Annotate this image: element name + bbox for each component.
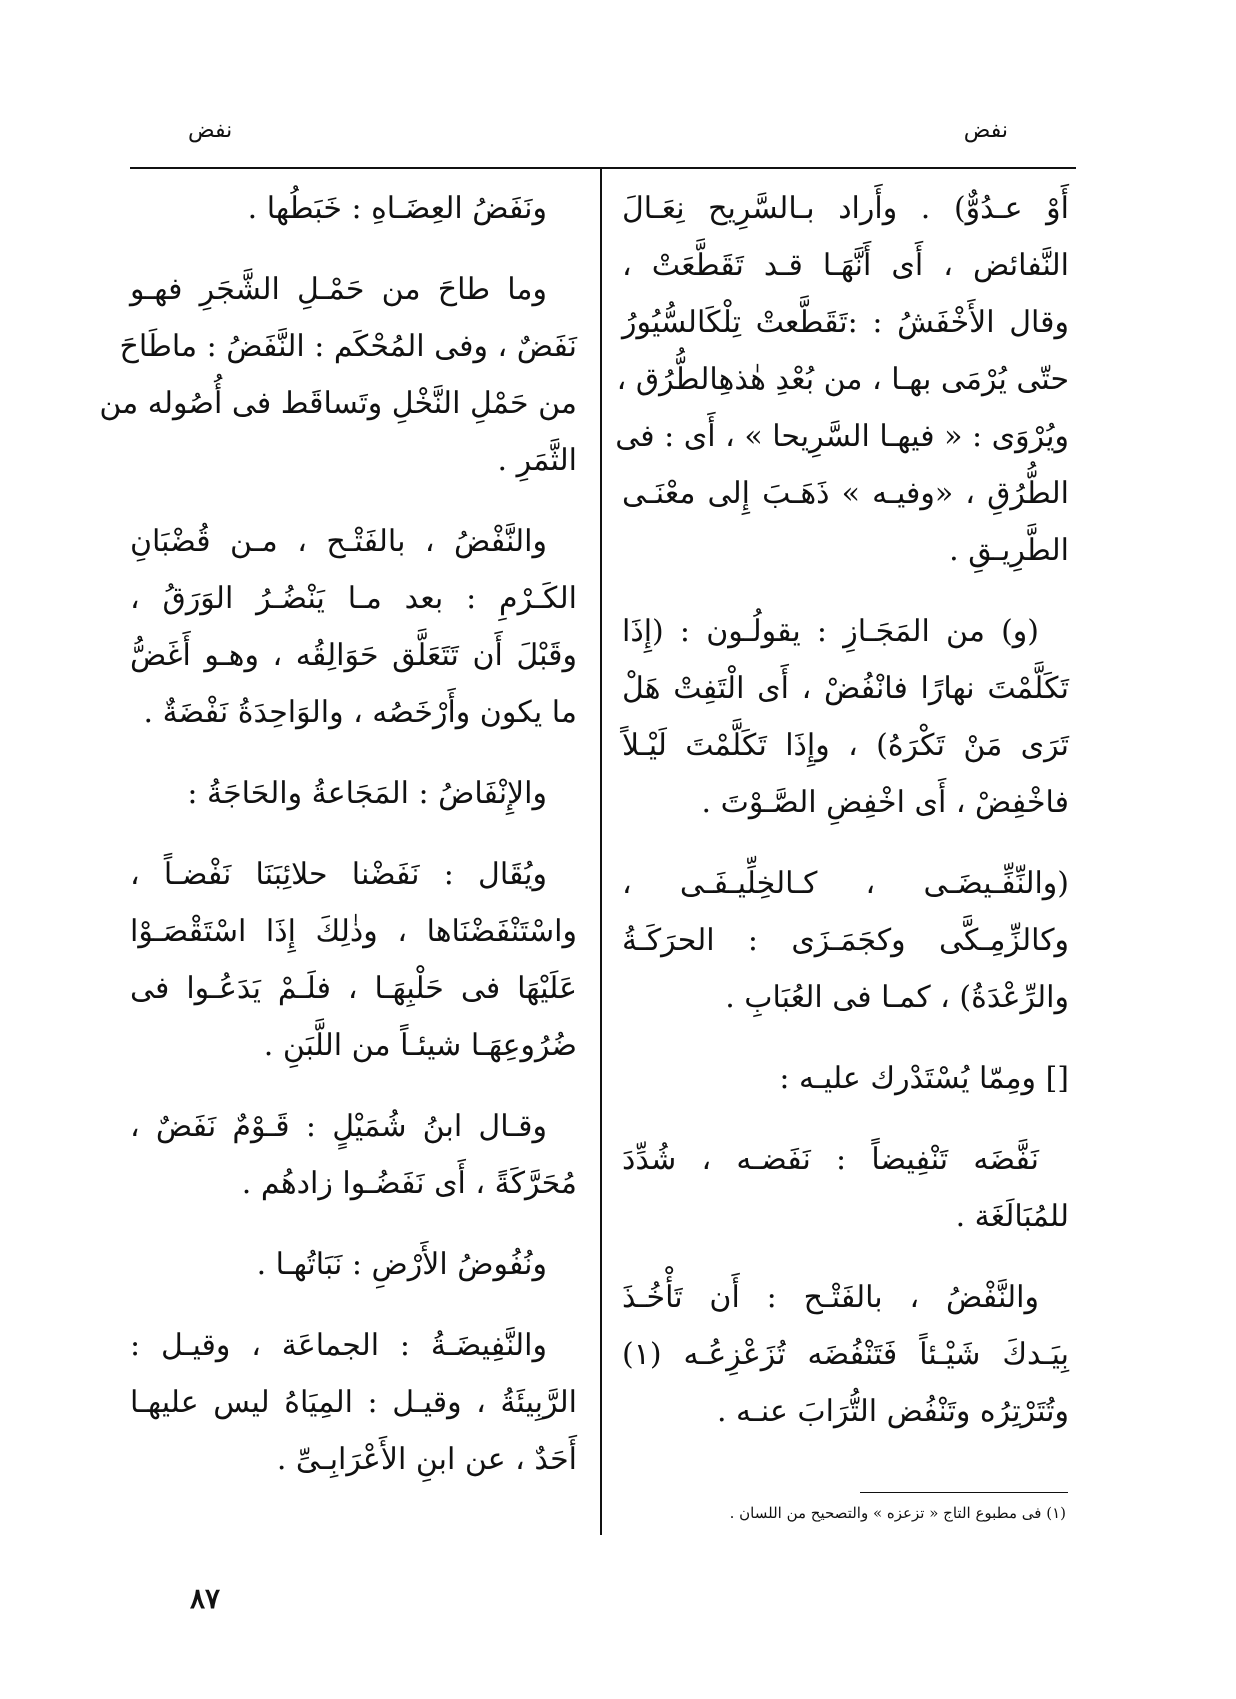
text-line: نَفَّضَه تَنْفِيضاً : نَفَضـه ، شُدِّدَ: [622, 1142, 1039, 1177]
text-line: (والنِّفِّـيضَـى ، كـالخِلِّيـفَـى ،: [622, 866, 1069, 901]
text-line: أَوْ عـدُوٌّ) . وأَراد بـالسَّرِيح نِعَـالَ: [622, 191, 1069, 226]
paragraph: [622, 1050, 1069, 1107]
text-line: الرَّبِيئَةُ ، وقيـل : المِيَاهُ ليس عليهـا: [130, 1385, 577, 1420]
text-line: ضُرُوعِهَـا شيئـاً من اللَّبَنِ .: [263, 1028, 577, 1063]
paragraph: [622, 1269, 1069, 1440]
footnote-rule: [860, 1492, 1068, 1493]
header-word-right: نفض: [963, 118, 1008, 143]
paragraph: [130, 1236, 577, 1293]
page-number: ٨٧: [190, 1582, 221, 1615]
paragraph: [622, 1131, 1069, 1245]
paragraph: [130, 846, 577, 1074]
text-line: الثَّمَرِ .: [497, 443, 577, 478]
text-line: ونَفَضُ العِضَـاهِ : خَبَطُها .: [247, 191, 547, 226]
paragraph: [615, 180, 1069, 579]
paragraph: [130, 1098, 577, 1212]
text-line: نَفَضٌ ، وفى المُحْكَم : النَّفَضُ : ماطَاحَ: [119, 329, 577, 364]
paragraph: [622, 855, 1069, 1026]
text-line: وتُتَرْتِرُه وتَنْفُض التُّرَابَ عنـه .: [716, 1394, 1069, 1429]
text-line: حتّى يُرْمَى بهـا ، من بُعْدِ هٰذهِالطُّرُق ،: [616, 362, 1069, 397]
text-line: وقَبْلَ أَن تَتَعَلَّق حَوَالِقُه ، وهـو أَغَضُّ: [130, 638, 577, 673]
paragraph: [130, 180, 577, 237]
text-line: ويُقَال : نَفَضْنا حلائِبَنَا نَفْضـاً ،: [130, 857, 547, 892]
text-line: أَحَدٌ ، عن ابنِ الأَعْرَابِـىِّ .: [276, 1442, 577, 1477]
text-line: ويُرْوَى : « فيهـا السَّرِيحا » ، أَى : فى: [615, 419, 1069, 454]
text-line: مُحَرَّكَةً ، أَى نَفَضُـوا زادهُم .: [241, 1166, 577, 1201]
text-line: من حَمْلِ النَّخْلِ وتَساقَط فى أُصُوله من: [99, 386, 577, 421]
paragraph: [130, 765, 577, 822]
right-column: [615, 180, 1069, 1464]
text-line: تَرَى مَنْ تَكْرَهُ) ، وإِذَا تَكَلَّمْتَ لَيْـلاً: [622, 728, 1069, 763]
text-line: والرِّعْدَةُ) ، كمـا فى العُبَابِ .: [725, 980, 1069, 1015]
text-line: الطُّرُقِ ، «وفيـه » ذَهَـبَ إِلى معْنَـى: [622, 476, 1069, 511]
text-line: الكَـرْمِ : بعد مـا يَنْضُـرُ الوَرَقُ ،: [130, 581, 577, 616]
text-line: للمُبَالَغَة .: [955, 1199, 1069, 1234]
paragraph: [130, 513, 577, 741]
text-line: ما يكون وأَرْخَصُه ، والوَاحِدَةُ نَفْضَةٌ .: [143, 695, 577, 730]
text-line: والإِنْفَاضُ : المَجَاعةُ والحَاجَةُ :: [187, 776, 547, 811]
text-line: وقال الأَخْفَشُ : :تَقَطَّعتْ تِلْكَالسُّيُورُ: [622, 305, 1069, 340]
text-line: وقـال ابنُ شُمَيْلٍ : قَـوْمٌ نَفَضٌ ،: [130, 1109, 547, 1144]
paragraph: [130, 1317, 577, 1488]
text-line: واسْتَنْفَضْنَاها ، وذٰلِكَ إِذَا اسْتَقْصَـوْا: [130, 914, 577, 949]
text-line: وكالزِّمِـكَّى وكجَمَـزَى : الحرَكَـةُ: [622, 923, 1069, 958]
text-line: وما طاحَ من حَمْـلِ الشَّجَرِ فهـو: [130, 272, 547, 307]
text-line: والنَّفِيضَـةُ : الجماعَة ، وقيـل :: [130, 1328, 547, 1363]
text-line: الطَّرِيـقِ .: [949, 533, 1069, 568]
text-line: والنَّفْضُ ، بالفَتْـح : أَن تَأْخُـذَ: [622, 1280, 1039, 1315]
text-line: تَكَلَّمْتَ نهارًا فانْفُضْ ، أَى الْتَفِتْ هَلْ: [622, 671, 1069, 706]
text-line: [] ومِمّا يُسْتَدْرك عليـه :: [779, 1061, 1069, 1096]
header-word-left: نفض: [188, 118, 233, 143]
text-line: (و) من المَجَـازِ : يقولُـون : (إِذَا: [622, 614, 1039, 649]
header-rule: [130, 167, 1076, 169]
text-line: والنَّفْضُ ، بالفَتْـح ، مـن قُضْبَانِ: [130, 524, 547, 559]
text-line: ونُفُوضُ الأَرْضِ : نَبَاتُهـا .: [256, 1247, 547, 1282]
footnote: (١) فى مطبوع التاج « تزعزه » والتصحيح من اللسان .: [729, 1504, 1066, 1522]
paragraph: [622, 603, 1069, 831]
paragraph: [99, 261, 577, 489]
text-line: عَلَيْهَا فى حَلْبِهَـا ، فلَـمْ يَدَعُـوا فى: [130, 971, 577, 1006]
text-line: النَّفائض ، أَى أَنَّهَـا قـد تَقَطَّعَتْ ،: [622, 248, 1069, 283]
text-line: بِيَـدكَ شَيْـئاً فَتَنْفُضَه تُزَعْزِعُـه (١): [622, 1337, 1069, 1372]
column-divider: [600, 168, 602, 1535]
left-column: [99, 180, 577, 1512]
text-line: فاخْفِضْ ، أَى اخْفِضِ الصَّـوْتَ .: [701, 785, 1069, 820]
